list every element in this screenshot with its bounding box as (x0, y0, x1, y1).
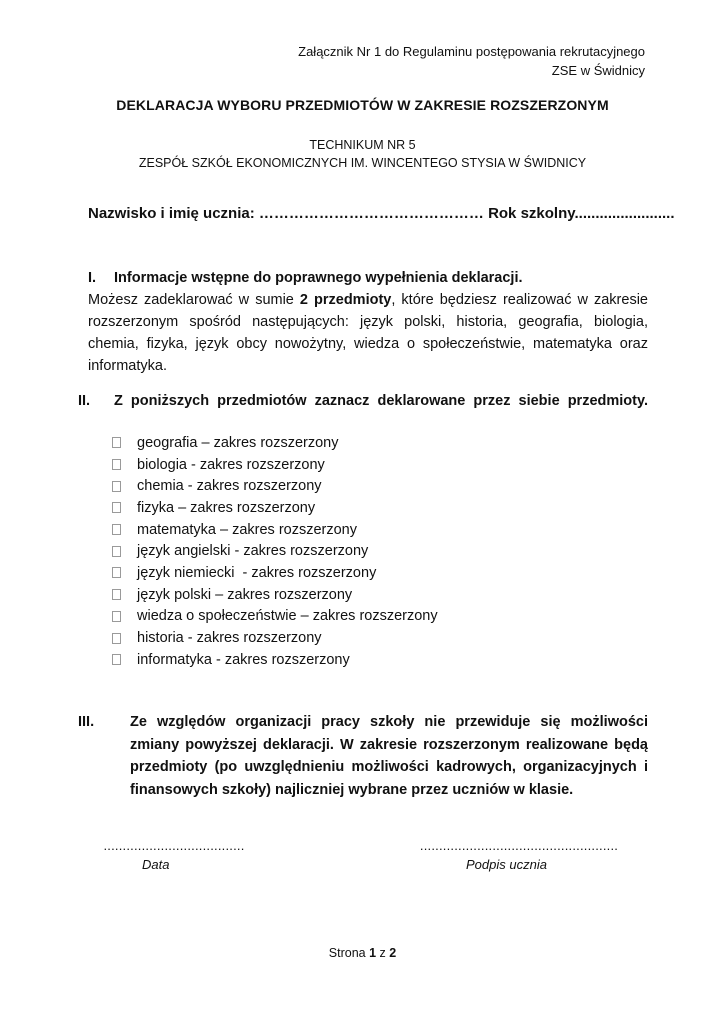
subject-option-label: geografia – zakres rozszerzony (137, 434, 339, 451)
checkbox-icon[interactable] (112, 524, 121, 535)
subject-option[interactable] (112, 454, 438, 476)
subject-option[interactable] (112, 432, 438, 454)
student-name-field[interactable]: ……………………………………… (258, 205, 484, 222)
student-signature-field[interactable]: .................................................... (419, 838, 619, 853)
date-field[interactable]: ..................................... (103, 838, 245, 853)
subject-options-list (112, 432, 438, 671)
section-1-body-end: , które będziesz realizować w zakresie rozszerzonym spośród następujących: język polski, historia, geografia, biologia, chemia, fizyka, język obcy nowożytny, wiedza o społeczeństwie, matematyka oraz informatyka. (88, 292, 648, 374)
student-signature-block (402, 838, 636, 872)
subject-option-label: język polski – zakres rozszerzony (137, 586, 353, 603)
page-footer (0, 946, 725, 960)
attachment-header-line1: Załącznik Nr 1 do Regulaminu postępowania rekrutacyjnego (298, 44, 645, 59)
school-line1: TECHNIKUM NR 5 (309, 138, 416, 152)
checkbox-icon[interactable] (112, 546, 121, 557)
checkbox-icon[interactable] (112, 459, 121, 470)
section-2-title: Z poniższych przedmiotów zaznacz deklarowane przez siebie przedmioty. (114, 393, 648, 409)
subject-option[interactable] (112, 606, 438, 628)
checkbox-icon[interactable] (112, 589, 121, 600)
page-current-number: 1 (369, 946, 377, 960)
subject-option[interactable] (112, 497, 438, 519)
subject-option[interactable] (112, 584, 438, 606)
student-name-label: Nazwisko i imię ucznia: (88, 205, 255, 222)
section-3 (78, 711, 648, 801)
school-year-label: Rok szkolny (488, 205, 575, 222)
subject-option-label: chemia - zakres rozszerzony (137, 478, 322, 495)
section-2-heading (78, 393, 648, 409)
document-title: DEKLARACJA WYBORU PRZEDMIOTÓW W ZAKRESIE ROZSZERZONYM (116, 97, 609, 113)
subject-option-label: fizyka – zakres rozszerzony (137, 499, 316, 516)
section-1-body (88, 289, 648, 377)
page-footer-prefix: Strona (328, 946, 366, 960)
subject-option-label: biologia - zakres rozszerzony (137, 456, 325, 473)
school-block (0, 136, 725, 172)
section-3-number: III. (78, 714, 95, 730)
subject-option[interactable] (112, 475, 438, 497)
section-1-number: I. (88, 270, 97, 286)
student-info-line (88, 205, 675, 222)
date-label: Data (142, 857, 170, 872)
school-line2: ZESPÓŁ SZKÓŁ EKONOMICZNYCH IM. WINCENTEGO STYSIA W ŚWIDNICY (138, 156, 587, 170)
checkbox-icon[interactable] (112, 502, 121, 513)
checkbox-icon[interactable] (112, 481, 121, 492)
page-footer-of: z (379, 946, 386, 960)
section-1-body-start: Możesz zadeklarować w sumie (88, 292, 300, 308)
section-2-number: II. (78, 393, 91, 409)
section-1 (88, 267, 648, 377)
section-3-text: Ze względów organizacji pracy szkoły nie przewiduje się możliwości zmiany powyższej deklaracji. W zakresie rozszerzonym realizowane będą przedmioty (po uwzględnieniu możliwości kadrowych, organizacyjnych i finansowych szkoły) najliczniej wybrane przez uczniów w klasie. (130, 714, 648, 798)
subject-option[interactable] (112, 627, 438, 649)
subject-option[interactable] (112, 540, 438, 562)
section-1-title: Informacje wstępne do poprawnego wypełnienia deklaracji. (114, 270, 523, 286)
subject-option[interactable] (112, 649, 438, 671)
subject-option-label: język niemiecki - zakres rozszerzony (137, 564, 377, 581)
date-signature-block (90, 838, 258, 872)
subject-option-label: matematyka – zakres rozszerzony (137, 521, 357, 538)
subject-option[interactable] (112, 519, 438, 541)
student-signature-label: Podpis ucznia (466, 857, 547, 872)
subject-option-label: wiedza o społeczeństwie – zakres rozszerzony (137, 608, 438, 625)
checkbox-icon[interactable] (112, 611, 121, 622)
attachment-header-line2: ZSE w Świdnicy (551, 63, 645, 78)
subject-option[interactable] (112, 562, 438, 584)
attachment-header (225, 42, 645, 80)
section-1-body-bold: 2 przedmioty (299, 292, 392, 308)
subject-option-label: historia - zakres rozszerzony (137, 630, 322, 647)
checkbox-icon[interactable] (112, 567, 121, 578)
subject-option-label: język angielski - zakres rozszerzony (137, 543, 369, 560)
school-year-field[interactable]: ........................ (574, 205, 675, 222)
page-total-number: 2 (389, 946, 397, 960)
checkbox-icon[interactable] (112, 633, 121, 644)
checkbox-icon[interactable] (112, 654, 121, 665)
section-1-heading (88, 267, 648, 289)
subject-option-label: informatyka - zakres rozszerzony (137, 651, 350, 668)
checkbox-icon[interactable] (112, 437, 121, 448)
